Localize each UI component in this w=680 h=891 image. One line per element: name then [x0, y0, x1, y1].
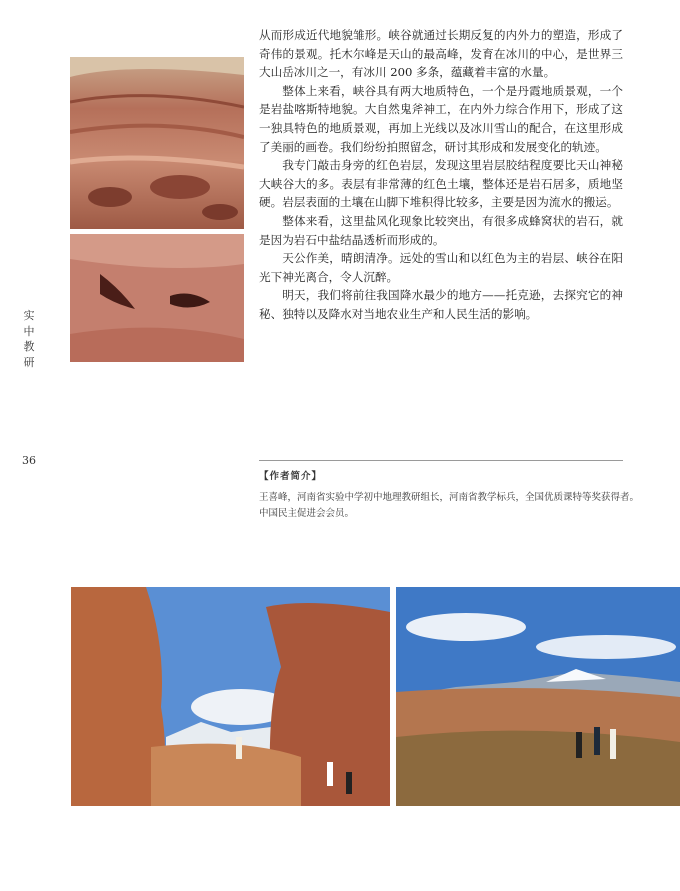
article-paragraph: 天公作美，晴朗清净。远处的雪山和以红色为主的岩层、峡谷在阳光下神光离合，令人沉醉。 — [259, 251, 623, 284]
article-paragraph: 从而形成近代地貌雏形。峡谷就通过长期反复的内外力的塑造，形成了奇伟的景观。托木尔峰是天山的最高峰，发育在冰川的中心，是世界三大山岳冰川之一，有冰川 200 多条，蕴藏着丰富的水量。 — [259, 28, 623, 80]
article-paragraph: 我专门敲击身旁的红色岩层，发现这里岩层胶结程度要比天山神秘大峡谷大的多。表层有非常薄的红色土壤，整体还是岩石居多，质地坚硬。岩层表面的土壤在山脚下堆积得比较多，主要是因为流水的搬运。 — [259, 158, 623, 210]
author-heading: 【作者简介】 — [259, 471, 323, 482]
divider — [259, 460, 623, 461]
article-paragraph: 整体上来看，峡谷具有两大地质特色，一个是丹霞地质景观，一个是岩盐喀斯特地貌。大自然鬼斧神工，在内外力综合作用下，形成了这一独具特色的地质景观，再加上光线以及冰川雪山的配合，在这里形成了美丽的画卷。我们纷纷拍照留念，研讨其形成和发展变化的轨迹。 — [259, 83, 623, 154]
author-bio-line: 王喜峰，河南省实验中学初中地理教研组长，河南省教学标兵，全国优质课特等奖获得者。 — [259, 492, 640, 503]
side-label-char: 研 — [23, 355, 35, 369]
author-bio-line: 中国民主促进会会员。 — [259, 508, 355, 519]
side-label-char: 教 — [23, 340, 35, 353]
article-paragraph: 明天，我们将前往我国降水最少的地方——托克逊，去探究它的神秘、独特以及降水对当地农业生产和人民生活的影响。 — [259, 288, 623, 321]
journal-side-label — [22, 308, 36, 370]
photo-red-canyon-hikers — [71, 587, 390, 806]
side-label-char: 实 — [23, 309, 35, 322]
photo-layered-red-rock — [70, 57, 244, 229]
photo-honeycomb-rock — [70, 234, 244, 362]
page-number: 36 — [22, 454, 36, 467]
article-paragraph: 整体来看，这里盐风化现象比较突出，有很多成蜂窝状的岩石，就是因为岩石中盐结晶透析而形成的。 — [259, 213, 623, 247]
photo-valley-snow-mountains — [396, 587, 680, 806]
article-body — [259, 26, 623, 324]
side-label-char: 中 — [23, 324, 35, 338]
author-info — [259, 469, 639, 522]
